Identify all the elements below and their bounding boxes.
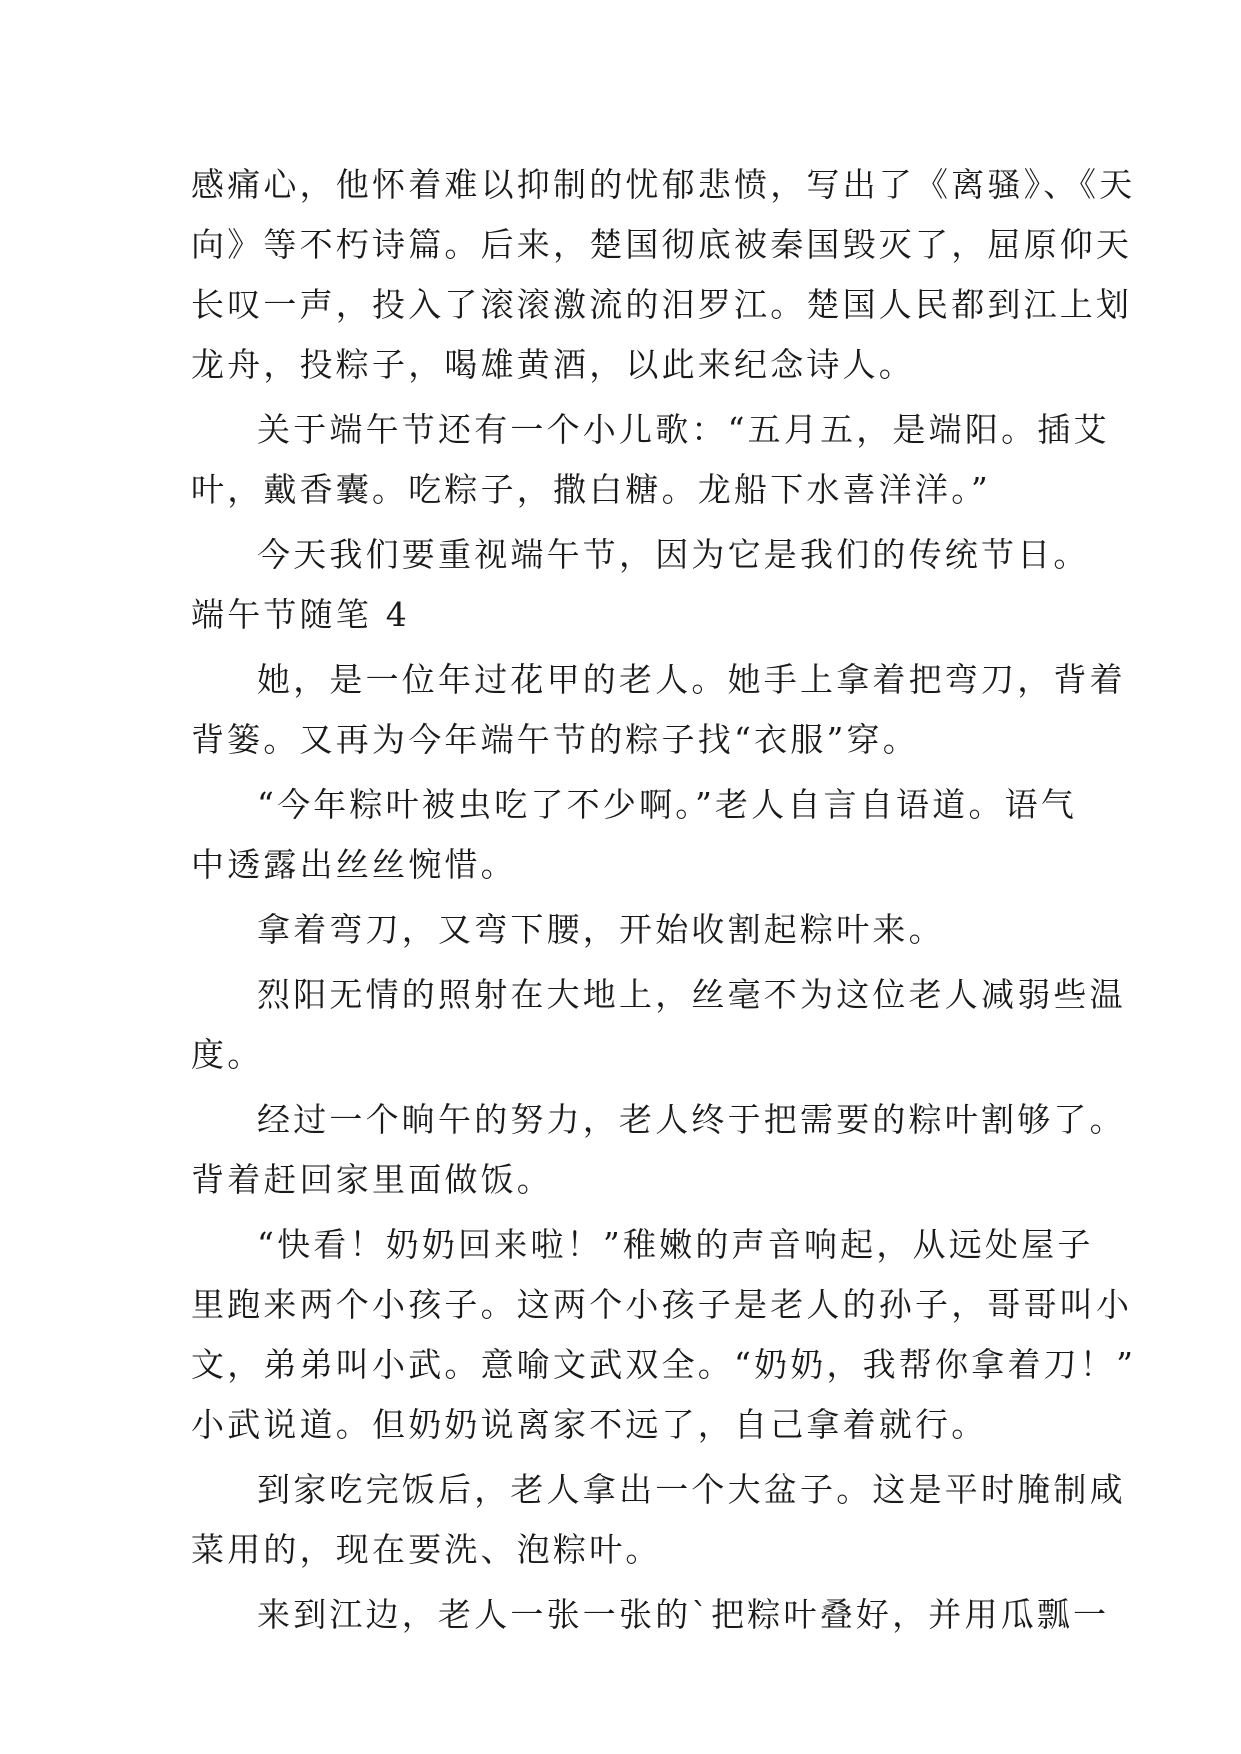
text-line: “快看！奶奶回来啦！”稚嫩的声音响起，从远处屋子 bbox=[257, 1225, 1094, 1264]
text-line: 经过一个晌午的努力，老人终于把需要的粽叶割够了。 bbox=[257, 1100, 1126, 1139]
text-line: 龙舟，投粽子，喝雄黄酒，以此来纪念诗人。 bbox=[191, 345, 915, 384]
text-line: 叶，戴香囊。吃粽子，撒白糖。龙船下水喜洋洋。” bbox=[191, 470, 991, 509]
text-line: 背着赶回家里面做饭。 bbox=[191, 1160, 553, 1199]
text-line: 向》等不朽诗篇。后来，楚国彻底被秦国毁灭了，屈原仰天 bbox=[191, 225, 1133, 264]
text-line: 今天我们要重视端午节，因为它是我们的传统节日。 bbox=[257, 535, 1090, 574]
text-line: 感痛心，他怀着难以抑制的忧郁悲愤，写出了《离骚》、《天 bbox=[191, 165, 1136, 204]
text-line: 小武说道。但奶奶说离家不远了，自己拿着就行。 bbox=[191, 1405, 988, 1444]
text-line: 背篓。又再为今年端午节的粽子找“衣服”穿。 bbox=[191, 720, 919, 759]
text-line: 到家吃完饭后，老人拿出一个大盆子。这是平时腌制咸 bbox=[257, 1470, 1126, 1509]
text-line: 中透露出丝丝惋惜。 bbox=[191, 845, 517, 884]
text-line: 长叹一声，投入了滚滚激流的汨罗江。楚国人民都到江上划 bbox=[191, 285, 1133, 324]
text-line: 里跑来两个小孩子。这两个小孩子是老人的孙子，哥哥叫小 bbox=[191, 1285, 1133, 1324]
text-line: 来到江边，老人一张一张的`把粽叶叠好，并用瓜瓢一 bbox=[257, 1595, 1110, 1634]
text-line: 她，是一位年过花甲的老人。她手上拿着把弯刀，背着 bbox=[257, 660, 1126, 699]
section-heading: 端午节随笔 4 bbox=[191, 595, 410, 634]
text-line: 拿着弯刀，又弯下腰，开始收割起粽叶来。 bbox=[257, 910, 945, 949]
text-line: 关于端午节还有一个小儿歌：“五月五，是端阳。插艾 bbox=[257, 410, 1110, 449]
text-line: 度。 bbox=[191, 1035, 264, 1074]
text-line: 文，弟弟叫小武。意喻文武双全。“奶奶，我帮你拿着刀！” bbox=[191, 1345, 1137, 1384]
text-line: 烈阳无情的照射在大地上，丝毫不为这位老人减弱些温 bbox=[257, 975, 1126, 1014]
text-line: “今年粽叶被虫吃了不少啊。”老人自言自语道。语气 bbox=[257, 785, 1078, 824]
text-line: 菜用的，现在要洗、泡粽叶。 bbox=[191, 1530, 662, 1569]
